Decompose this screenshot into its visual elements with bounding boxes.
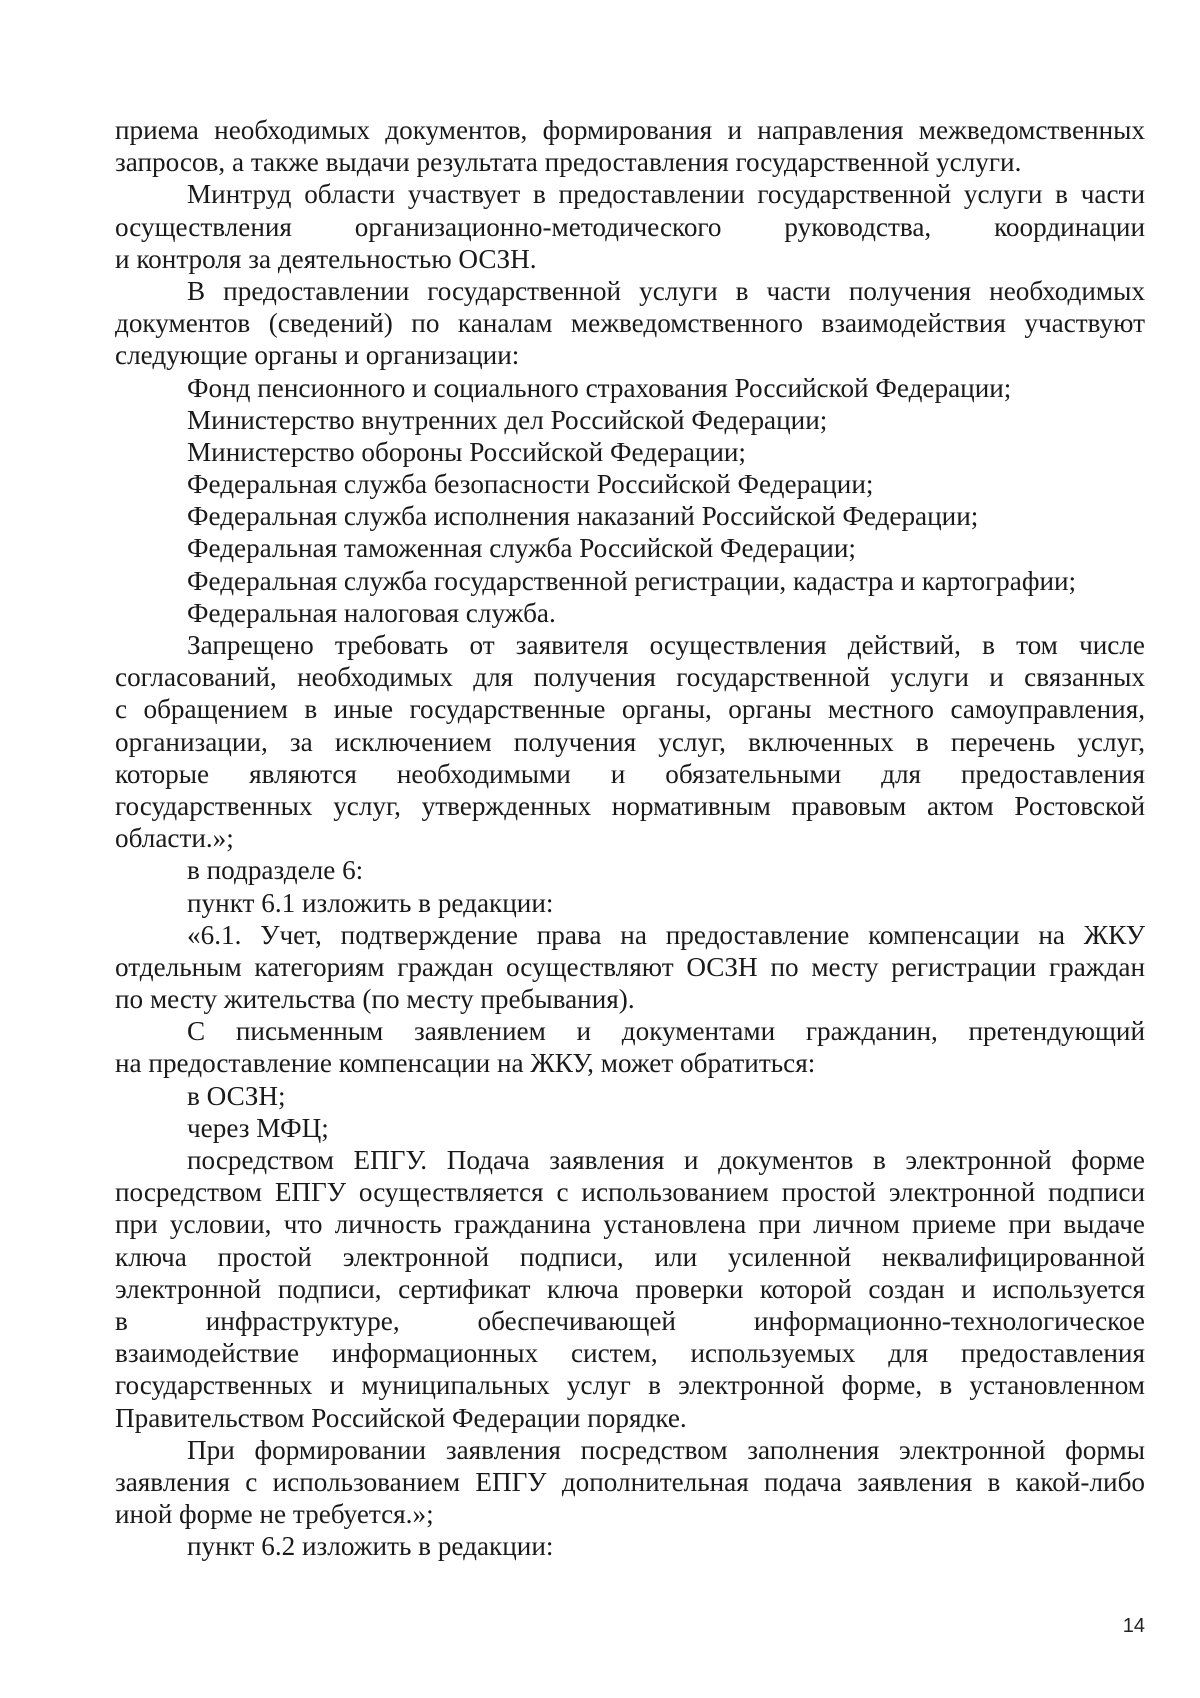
text-line: заявления с использованием ЕПГУ дополнительная подача заявления в какой-либо (115, 1466, 1145, 1497)
text-line: С письменным заявлением и документами гражданин, претендующий (187, 1016, 1145, 1047)
text-line: государственных и муниципальных услуг в электронной форме, в установленном (115, 1370, 1145, 1401)
text-line: и контроля за деятельностью ОСЗН. (115, 243, 537, 274)
text-line: следующие органы и организации: (115, 340, 520, 371)
text-line: через МФЦ; (187, 1112, 329, 1143)
text-line: При формировании заявления посредством заполнения электронной формы (187, 1434, 1145, 1465)
text-line: Минтруд области участвует в предоставлении государственной услуги в части (187, 179, 1145, 210)
text-line: Запрещено требовать от заявителя осуществления действий, в том числе (187, 630, 1145, 660)
text-line: пункт 6.2 изложить в редакции: (187, 1531, 554, 1562)
text-line: Федеральная таможенная служба Российской Федерации; (187, 533, 856, 564)
text-line: посредством ЕПГУ. Подача заявления и документов в электронной форме (187, 1145, 1145, 1175)
text-line: запросов, а также выдачи результата предоставления государственной услуги. (115, 147, 1022, 178)
text-line: Министерство внутренних дел Российской Федерации; (187, 404, 828, 435)
text-line: посредством ЕПГУ осуществляется с использованием простой электронной подписи (115, 1177, 1145, 1208)
text-line: приема необходимых документов, формирования и направления межведомственных (115, 115, 1145, 145)
text-line: В предоставлении государственной услуги в части получения необходимых (187, 275, 1145, 306)
text-line: ключа простой электронной подписи, или усиленной неквалифицированной (115, 1241, 1145, 1272)
text-line: документов (сведений) по каналам межведомственного взаимодействия участвуют (115, 308, 1145, 339)
text-line: в инфраструктуре, обеспечивающей информационно-технологическое (115, 1305, 1145, 1336)
text-line: по месту жительства (по месту пребывания). (115, 984, 635, 1015)
text-line: электронной подписи, сертификат ключа проверки которой создан и используется (115, 1273, 1145, 1304)
text-line: осуществления организационно-методического руководства, координации (115, 211, 1145, 242)
text-line: Министерство обороны Российской Федерации; (187, 436, 746, 467)
text-line: взаимодействие информационных систем, используемых для предоставления (115, 1338, 1145, 1369)
text-line: пункт 6.1 изложить в редакции: (187, 887, 554, 918)
document-body (115, 114, 1145, 1562)
text-line: Фонд пенсионного и социального страхования Российской Федерации; (187, 372, 1012, 403)
text-line: с обращением в иные государственные органы, органы местного самоуправления, (115, 694, 1145, 725)
text-line: в подразделе 6: (187, 855, 364, 886)
text-line: согласований, необходимых для получения государственной услуги и связанных (115, 662, 1145, 693)
text-line: организации, за исключением получения услуг, включенных в перечень услуг, (115, 726, 1145, 757)
text-line: Федеральная налоговая служба. (187, 597, 556, 628)
text-line: которые являются необходимыми и обязательными для предоставления (115, 758, 1145, 789)
text-line: «6.1. Учет, подтверждение права на предоставление компенсации на ЖКУ (187, 919, 1145, 950)
text-line: на предоставление компенсации на ЖКУ, может обратиться: (115, 1048, 816, 1079)
text-line: области.»; (115, 823, 234, 854)
text-line: в ОСЗН; (187, 1080, 286, 1111)
text-line: Федеральная служба государственной регистрации, кадастра и картографии; (187, 565, 1077, 596)
text-line: государственных услуг, утвержденных нормативным правовым актом Ростовской (115, 790, 1145, 821)
text-line: отдельным категориям граждан осуществляют ОСЗН по месту регистрации граждан (115, 951, 1145, 982)
text-line: при условии, что личность гражданина установлена при личном приеме при выдаче (115, 1209, 1145, 1240)
text-line: Федеральная служба исполнения наказаний Российской Федерации; (187, 501, 979, 532)
text-line: Правительством Российской Федерации порядке. (115, 1402, 687, 1433)
page-number: 14 (1122, 1615, 1145, 1637)
text-line: Федеральная служба безопасности Российской Федерации; (187, 469, 874, 500)
text-line: иной форме не требуется.»; (115, 1499, 434, 1530)
